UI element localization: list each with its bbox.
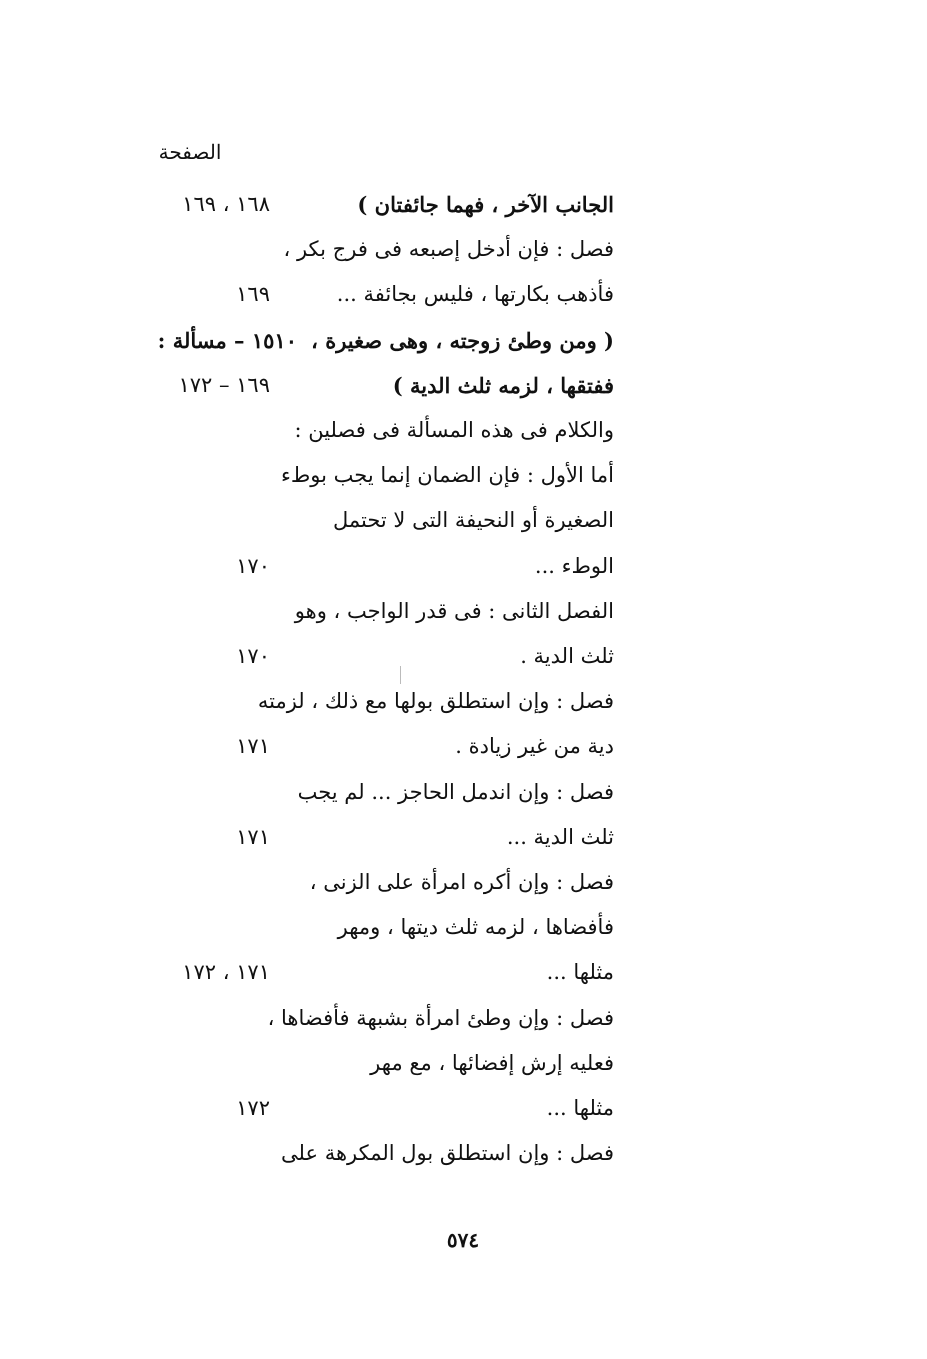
entry-pages: ١٧٢ [236, 1096, 270, 1120]
entry-text: مثلها ... [546, 960, 614, 984]
index-row [0, 954, 927, 998]
entry-text: ففتقها ، لزمه ثلث الدية ) [392, 373, 614, 398]
entry-text: والكلام فى هذه المسألة فى فصلين : [294, 418, 614, 442]
index-row [0, 412, 927, 456]
scan-speck [400, 666, 401, 684]
index-row [0, 186, 927, 230]
page-number: ٥٧٤ [446, 1228, 480, 1252]
index-row [0, 322, 927, 366]
entry-text: فصل : وإن وطئ امرأة بشبهة فأفضاها ، [267, 1006, 614, 1030]
entry-pages: ١٧١ ، ١٧٢ [182, 960, 270, 984]
entry-text: فعليه إرش إفضائها ، مع مهر [370, 1051, 614, 1075]
entry-pages: ١٦٩ [236, 282, 270, 306]
index-row [0, 276, 927, 320]
index-row [0, 638, 927, 682]
entry-text: فصل : وإن استطلق بولها مع ذلك ، لزمته [257, 689, 614, 713]
index-row [0, 593, 927, 637]
index-row [0, 1135, 927, 1179]
index-row [0, 231, 927, 275]
entry-pages: ١٧٠ [236, 554, 270, 578]
index-row [0, 683, 927, 727]
index-row [0, 774, 927, 818]
entry-text: الفصل الثانى : فى قدر الواجب ، وهو [294, 599, 614, 623]
entry-number: ١٥١٠ – مسألة : [157, 328, 297, 353]
entry-text: الوطء ... [534, 554, 614, 578]
entry-text: فأفضاها ، لزمه ثلث ديتها ، ومهر [337, 915, 614, 939]
index-row [0, 864, 927, 908]
index-row [0, 502, 927, 546]
entry-pages: ١٧١ [236, 734, 270, 758]
entry-pages: ١٦٨ ، ١٦٩ [182, 192, 270, 216]
entry-text: ثلث الدية . [520, 644, 614, 668]
entry-text: الجانب الآخر ، فهما جائفتان ) [357, 192, 614, 217]
entry-pages: ١٧١ [236, 825, 270, 849]
index-row [0, 909, 927, 953]
entry-text: ( ومن وطئ زوجته ، وهى صغيرة ، [311, 328, 614, 353]
index-row [0, 1090, 927, 1134]
entry-text: فأذهب بكارتها ، فليس بجائفة ... [336, 282, 614, 306]
entry-text: فصل : وإن استطلق بول المكرهة على [281, 1141, 614, 1165]
entry-pages: ١٧٠ [236, 644, 270, 668]
entry-text: ثلث الدية ... [506, 825, 614, 849]
entry-text: فصل : وإن أكره امرأة على الزنى ، [309, 870, 614, 894]
entry-text: الصغيرة أو النحيفة التى لا تحتمل [332, 508, 614, 532]
index-row [0, 548, 927, 592]
entry-text: فصل : وإن اندمل الحاجز ... لم يجب [297, 780, 614, 804]
index-row [0, 457, 927, 501]
entry-text: دية من غير زيادة . [455, 734, 614, 758]
entry-pages: ١٦٩ – ١٧٢ [178, 373, 270, 397]
entry-text: أما الأول : فإن الضمان إنما يجب بوطء [281, 463, 614, 487]
entry-text: مثلها ... [546, 1096, 614, 1120]
index-row [0, 367, 927, 411]
index-row [0, 1000, 927, 1044]
entry-text: فصل : فإن أدخل إصبعه فى فرج بكر ، [283, 237, 614, 261]
index-row [0, 819, 927, 863]
index-row [0, 1045, 927, 1089]
index-row [0, 728, 927, 772]
page-column-header: الصفحة [158, 140, 222, 164]
